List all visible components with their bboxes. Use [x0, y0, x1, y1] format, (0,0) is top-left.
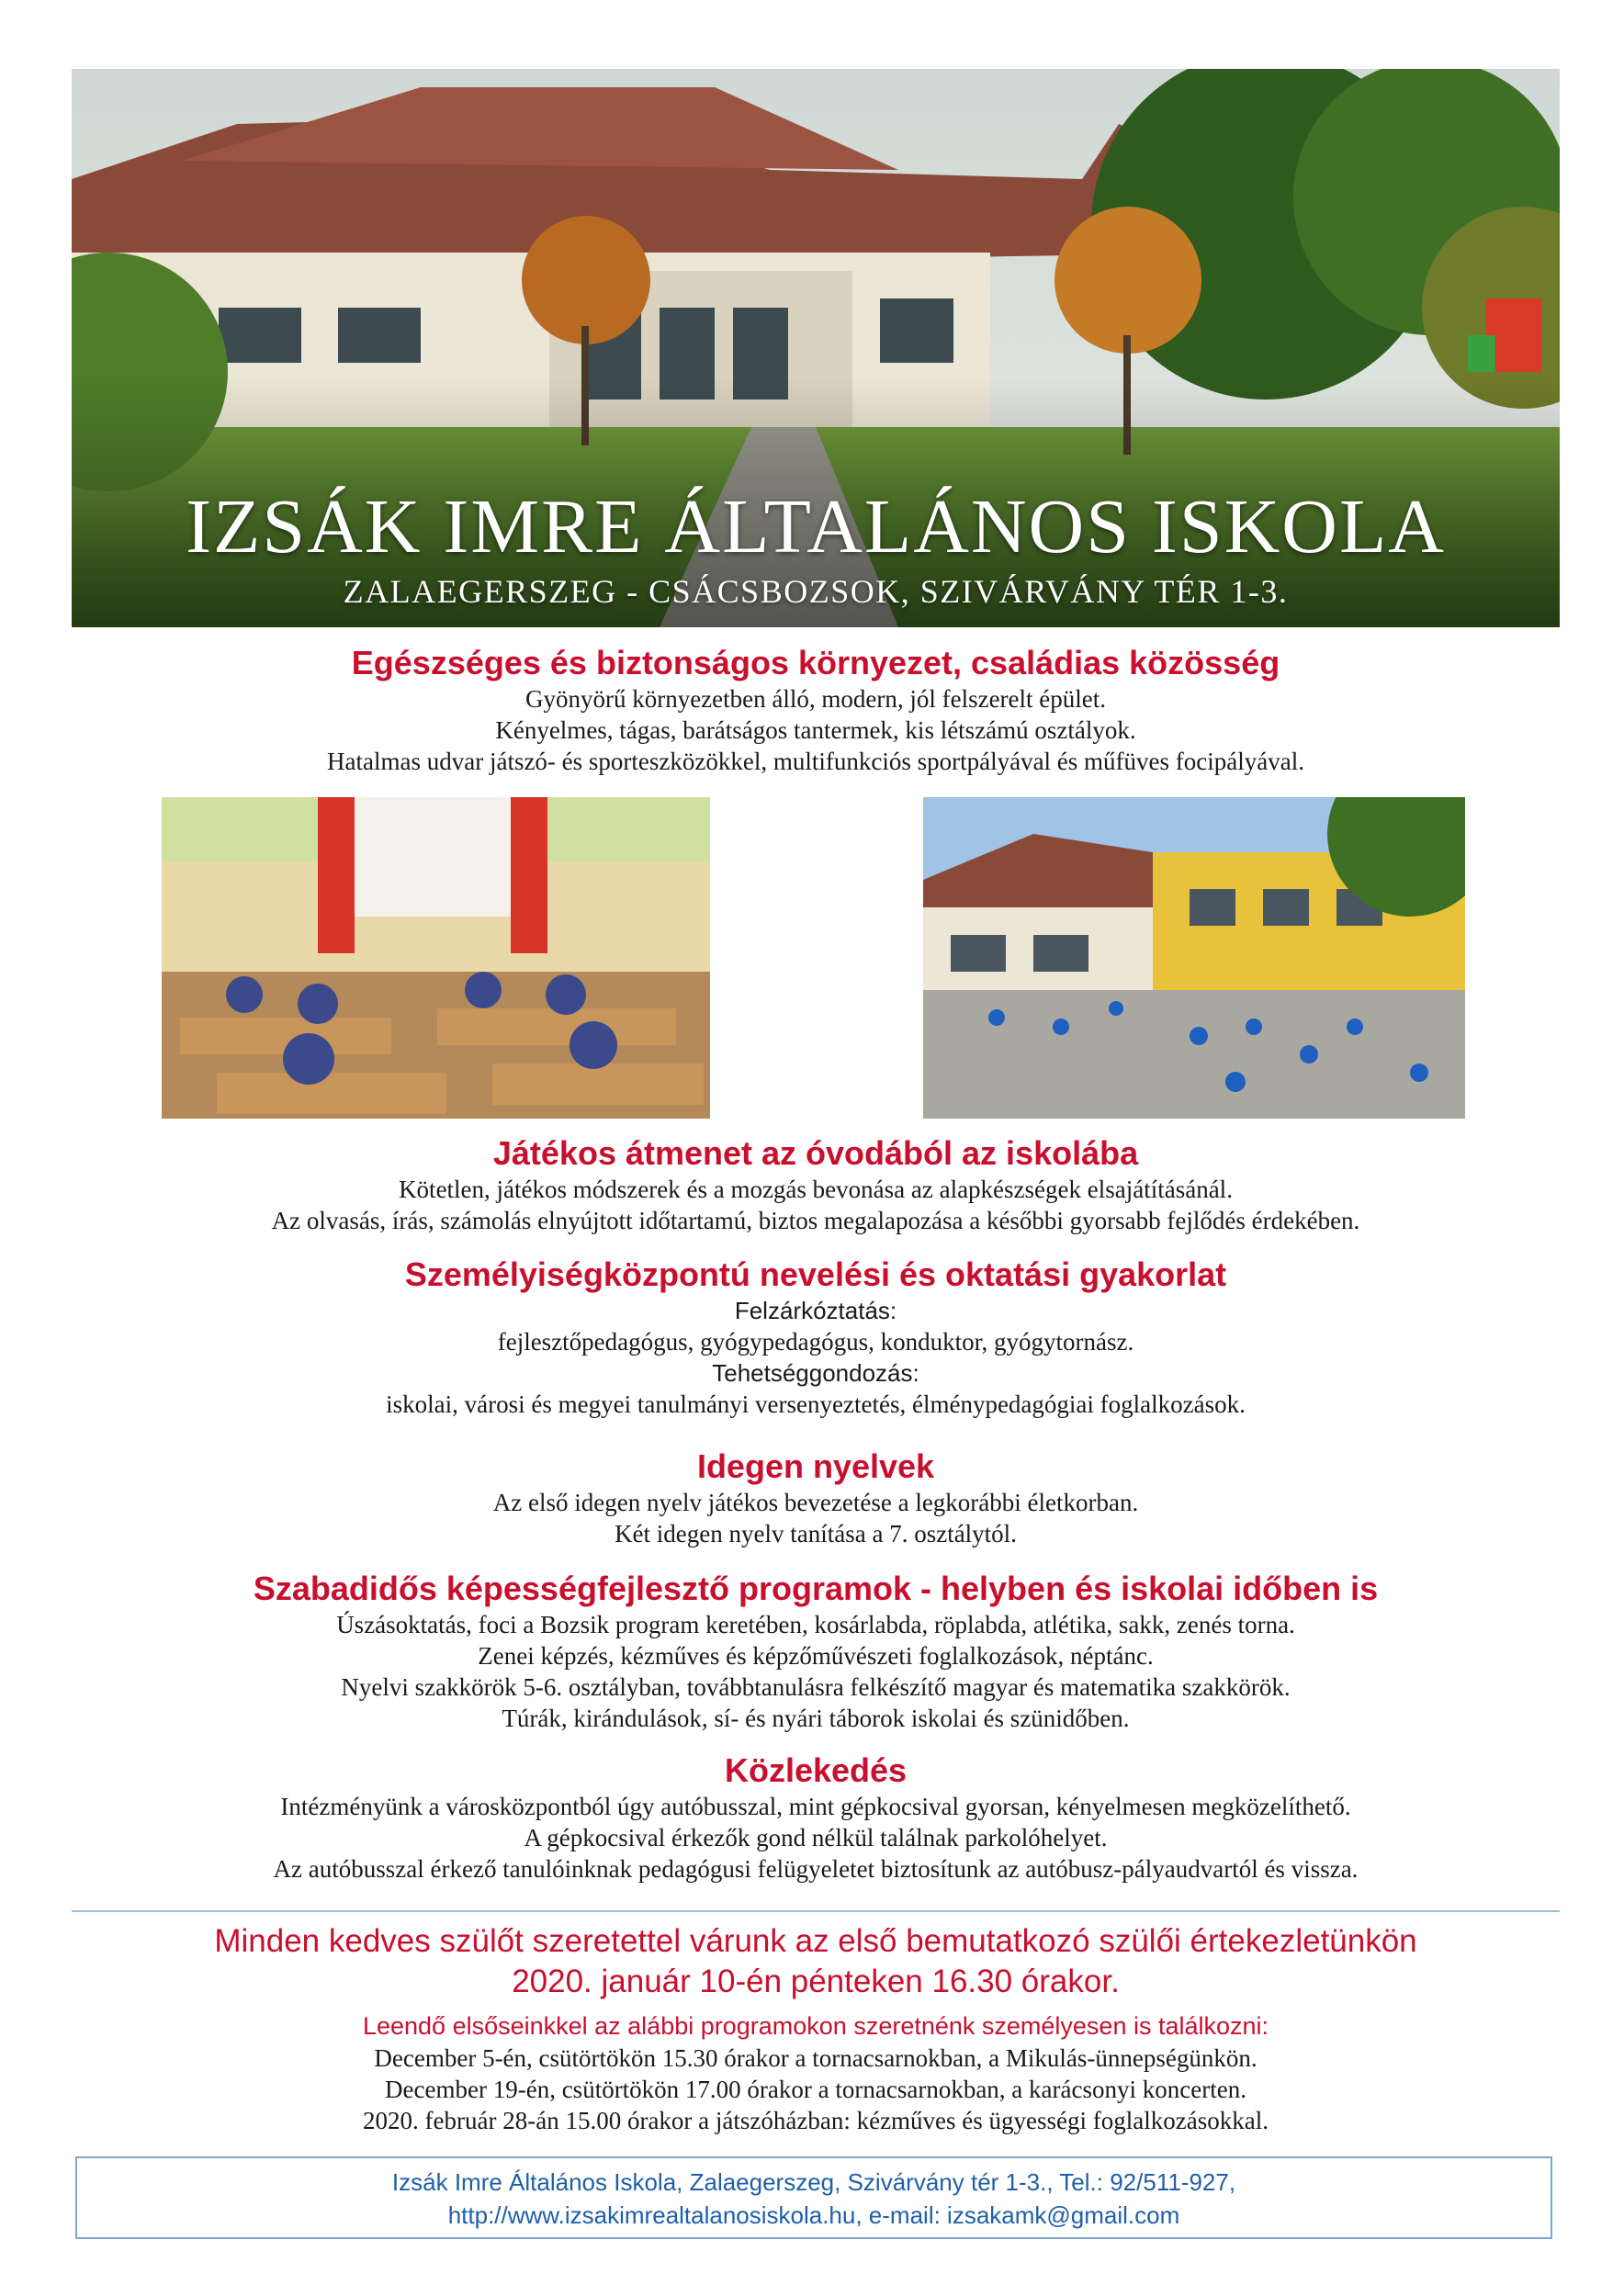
label-talent: Tehetséggondozás:: [712, 1359, 919, 1387]
section-personality: [72, 1255, 1560, 1420]
section-transport: [72, 1750, 1560, 1885]
text-line: Az olvasás, írás, számolás elnyújtott időtartamú, biztos megalapozása a későbbi gyorsabb fejlődés érdekében.: [271, 1207, 1360, 1234]
program-item: December 5-én, csütörtökön 15.30 órakor a tornacsarnokban, a Mikulás-ünnepségünkön.: [374, 2044, 1257, 2072]
text-line: Két idegen nyelv tanítása a 7. osztálytól.: [615, 1520, 1017, 1548]
section-heading: Idegen nyelvek: [696, 1447, 935, 1485]
text-line: Gyönyörű környezetben álló, modern, jól felszerelt épület.: [524, 685, 1107, 713]
text-line: iskolai, városi és megyei tanulmányi versenyeztetés, élménypedagógiai foglalkozások.: [386, 1390, 1246, 1418]
section-heading: Egészséges és biztonságos környezet, családias közösség: [351, 644, 1280, 681]
section-heading: Szabadidős képességfejlesztő programok - helyben és iskolai időben is: [253, 1570, 1379, 1607]
section-environment: [72, 643, 1560, 777]
invitation-block: [72, 1921, 1560, 2136]
section-languages: [72, 1446, 1560, 1549]
text-line: fejlesztőpedagógus, gyógypedagógus, konduktor, gyógytornász.: [497, 1328, 1134, 1356]
section-heading: Személyiségközpontú nevelési és oktatási gyakorlat: [404, 1255, 1227, 1293]
hero-banner: [72, 69, 1560, 627]
text-line: Zenei képzés, kézműves és képzőművészeti foglalkozások, néptánc.: [478, 1642, 1154, 1670]
section-programs: [72, 1569, 1560, 1734]
section-heading: Közlekedés: [724, 1751, 908, 1789]
text-line: Kényelmes, tágas, barátságos tantermek, kis létszámú osztályok.: [495, 716, 1136, 744]
text-line: Az autóbusszal érkező tanulóinknak pedagógusi felügyeletet biztosítunk az autóbusz-pályaudvartól és vissza.: [273, 1855, 1359, 1883]
classroom-photo: [162, 797, 710, 1119]
school-address-subtitle: ZALAEGERSZEG - CSÁCSBOZSOK, SZIVÁRVÁNY TÉR 1-3.: [343, 573, 1289, 610]
section-transition: [72, 1133, 1560, 1236]
school-name-title: IZSÁK IMRE ÁLTALÁNOS ISKOLA: [186, 484, 1446, 569]
program-item: December 19-én, csütörtökön 17.00 órakor a tornacsarnokban, a karácsonyi koncerten.: [385, 2076, 1246, 2103]
contact-footer: [75, 2156, 1552, 2239]
invitation-line: Minden kedves szülőt szeretettel várunk az első bemutatkozó szülői értekezletünkön: [214, 1923, 1417, 1959]
section-divider: [72, 1910, 1560, 1912]
text-line: Az első idegen nyelv játékos bevezetése a legkorábbi életkorban.: [492, 1489, 1139, 1516]
text-line: Intézményünk a városközpontból úgy autóbusszal, mint gépkocsival gyorsan, kényelmesen megközelíthető.: [280, 1793, 1351, 1820]
text-line: Kötetlen, játékos módszerek és a mozgás bevonása az alapkészségek elsajátításánál.: [399, 1176, 1233, 1203]
invitation-date: 2020. január 10-én pénteken 16.30 órakor.: [512, 1964, 1120, 1999]
text-line: Nyelvi szakkörök 5-6. osztályban, továbbtanulásra felkészítő magyar és matematika szakkörök.: [341, 1673, 1291, 1701]
text-line: Túrák, kirándulások, sí- és nyári táborok iskolai és szünidőben.: [502, 1705, 1130, 1732]
section-heading: Játékos átmenet az óvodából az iskolába: [492, 1134, 1139, 1172]
schoolyard-photo: [923, 797, 1465, 1119]
text-line: A gépkocsival érkezők gond nélkül találnak parkolóhelyet.: [524, 1824, 1108, 1851]
contact-web-email: http://www.izsakimrealtalanosiskola.hu, e-mail: izsakamk@gmail.com: [447, 2201, 1180, 2229]
contact-address: Izsák Imre Általános Iskola, Zalaegerszeg, Szivárvány tér 1-3., Tel.: 92/511-927,: [391, 2168, 1236, 2196]
text-line: Hatalmas udvar játszó- és sporteszközökkel, multifunkciós sportpályával és műfüves focipályával.: [327, 748, 1304, 775]
programs-heading: Leendő elsőseinkkel az alábbi programokon szeretnénk személyesen is találkozni:: [362, 2012, 1269, 2040]
label-catch-up: Felzárkóztatás:: [734, 1297, 897, 1324]
text-line: Úszásoktatás, foci a Bozsik program keretében, kosárlabda, röplabda, atlétika, sakk, zenés torna.: [336, 1611, 1295, 1638]
program-item: 2020. február 28-án 15.00 órakor a játszóházban: kézműves és ügyességi foglalkozásokkal.: [363, 2107, 1269, 2134]
